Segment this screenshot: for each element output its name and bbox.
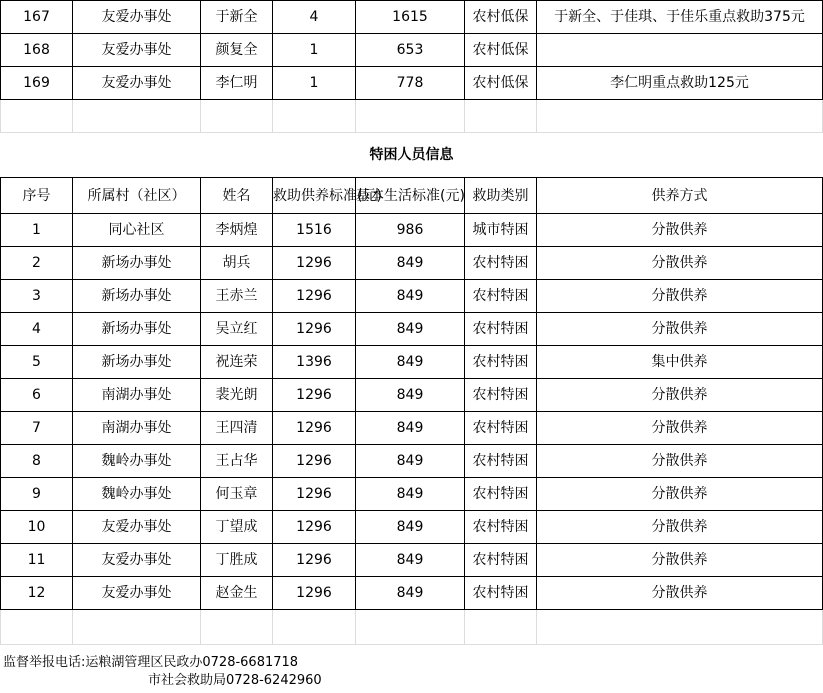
table-row <box>1 34 823 67</box>
header-no: 序号 <box>1 178 73 214</box>
cell-name: 王赤兰 <box>201 280 273 313</box>
blank-row <box>1 100 823 133</box>
cell-people: 1 <box>273 34 356 67</box>
cell-basic: 849 <box>356 280 465 313</box>
cell-basic: 986 <box>356 214 465 247</box>
header-mode: 供养方式 <box>537 178 823 214</box>
table-row <box>1 478 823 511</box>
cell-type: 农村特困 <box>465 577 537 610</box>
cell-no: 169 <box>1 67 73 100</box>
cell-village: 友爱办事处 <box>73 67 201 100</box>
table-row <box>1 214 823 247</box>
cell-basic: 849 <box>356 511 465 544</box>
cell-note: 于新全、于佳琪、于佳乐重点救助375元 <box>537 1 823 34</box>
cell-no: 168 <box>1 34 73 67</box>
cell-village: 魏岭办事处 <box>73 478 201 511</box>
section-title-row <box>1 133 823 178</box>
cell-village: 南湖办事处 <box>73 379 201 412</box>
section-title: 特困人员信息 <box>1 133 823 178</box>
table-row <box>1 67 823 100</box>
cell-basic: 849 <box>356 577 465 610</box>
cell-support: 1296 <box>273 544 356 577</box>
header-support-std: 救助供养标准(元) <box>273 178 356 214</box>
cell-mode: 分散供养 <box>537 544 823 577</box>
header-name: 姓名 <box>201 178 273 214</box>
table-row <box>1 511 823 544</box>
cell-name: 王占华 <box>201 445 273 478</box>
table-row <box>1 247 823 280</box>
header-village: 所属村（社区） <box>73 178 201 214</box>
header-row <box>1 178 823 214</box>
cell-type: 农村特困 <box>465 511 537 544</box>
cell-amount: 778 <box>356 67 465 100</box>
cell-name: 胡兵 <box>201 247 273 280</box>
cell-village: 友爱办事处 <box>73 1 201 34</box>
cell-basic: 849 <box>356 445 465 478</box>
cell-support: 1296 <box>273 247 356 280</box>
cell-mode: 集中供养 <box>537 346 823 379</box>
cell-village: 同心社区 <box>73 214 201 247</box>
cell-type: 农村低保 <box>465 34 537 67</box>
cell-name: 丁望成 <box>201 511 273 544</box>
cell-people: 1 <box>273 67 356 100</box>
table-row <box>1 313 823 346</box>
cell-name: 李仁明 <box>201 67 273 100</box>
cell-type: 农村特困 <box>465 412 537 445</box>
cell-support: 1296 <box>273 313 356 346</box>
cell-type: 农村低保 <box>465 1 537 34</box>
table-row <box>1 280 823 313</box>
cell-no: 7 <box>1 412 73 445</box>
cell-support: 1296 <box>273 280 356 313</box>
cell-mode: 分散供养 <box>537 214 823 247</box>
table-row <box>1 412 823 445</box>
cell-support: 1296 <box>273 445 356 478</box>
cell-basic: 849 <box>356 412 465 445</box>
footer-line-1: 监督举报电话:运粮湖管理区民政办0728-6681718 <box>3 655 299 670</box>
cell-type: 农村特困 <box>465 445 537 478</box>
cell-no: 167 <box>1 1 73 34</box>
cell-village: 友爱办事处 <box>73 511 201 544</box>
cell-name: 于新全 <box>201 1 273 34</box>
cell-support: 1296 <box>273 511 356 544</box>
cell-village: 友爱办事处 <box>73 34 201 67</box>
header-basic-std: 基本生活标准(元) <box>356 178 465 214</box>
cell-support: 1296 <box>273 577 356 610</box>
cell-no: 8 <box>1 445 73 478</box>
cell-village: 新场办事处 <box>73 247 201 280</box>
cell-no: 2 <box>1 247 73 280</box>
cell-type: 农村特困 <box>465 280 537 313</box>
cell-type: 农村特困 <box>465 247 537 280</box>
cell-basic: 849 <box>356 379 465 412</box>
cell-name: 何玉章 <box>201 478 273 511</box>
cell-no: 3 <box>1 280 73 313</box>
cell-no: 1 <box>1 214 73 247</box>
cell-no: 6 <box>1 379 73 412</box>
cell-support: 1296 <box>273 379 356 412</box>
cell-type: 农村特困 <box>465 313 537 346</box>
cell-type: 农村特困 <box>465 346 537 379</box>
cell-village: 新场办事处 <box>73 280 201 313</box>
cell-people: 4 <box>273 1 356 34</box>
cell-mode: 分散供养 <box>537 478 823 511</box>
table-row <box>1 577 823 610</box>
cell-basic: 849 <box>356 247 465 280</box>
cell-name: 祝连荣 <box>201 346 273 379</box>
cell-mode: 分散供养 <box>537 412 823 445</box>
blank-row <box>1 610 823 645</box>
cell-village: 友爱办事处 <box>73 544 201 577</box>
cell-amount: 653 <box>356 34 465 67</box>
cell-name: 王四清 <box>201 412 273 445</box>
cell-village: 南湖办事处 <box>73 412 201 445</box>
table-row <box>1 445 823 478</box>
cell-mode: 分散供养 <box>537 379 823 412</box>
cell-type: 城市特困 <box>465 214 537 247</box>
footer-line-2: 市社会救助局0728-6242960 <box>148 673 322 688</box>
cell-name: 丁胜成 <box>201 544 273 577</box>
cell-mode: 分散供养 <box>537 511 823 544</box>
cell-mode: 分散供养 <box>537 577 823 610</box>
cell-no: 11 <box>1 544 73 577</box>
cell-name: 裴光朗 <box>201 379 273 412</box>
cell-village: 友爱办事处 <box>73 577 201 610</box>
cell-village: 新场办事处 <box>73 313 201 346</box>
cell-type: 农村特困 <box>465 544 537 577</box>
cell-basic: 849 <box>356 478 465 511</box>
cell-village: 魏岭办事处 <box>73 445 201 478</box>
cell-note: 李仁明重点救助125元 <box>537 67 823 100</box>
cell-mode: 分散供养 <box>537 247 823 280</box>
cell-support: 1516 <box>273 214 356 247</box>
cell-no: 4 <box>1 313 73 346</box>
cell-mode: 分散供养 <box>537 280 823 313</box>
footer-contact <box>3 654 803 690</box>
table-row <box>1 379 823 412</box>
cell-basic: 849 <box>356 544 465 577</box>
cell-mode: 分散供养 <box>537 313 823 346</box>
table-row <box>1 544 823 577</box>
cell-no: 10 <box>1 511 73 544</box>
cell-basic: 849 <box>356 346 465 379</box>
cell-support: 1296 <box>273 412 356 445</box>
cell-type: 农村低保 <box>465 67 537 100</box>
cell-support: 1396 <box>273 346 356 379</box>
cell-basic: 849 <box>356 313 465 346</box>
cell-name: 吴立红 <box>201 313 273 346</box>
cell-mode: 分散供养 <box>537 445 823 478</box>
cell-no: 12 <box>1 577 73 610</box>
cell-name: 赵金生 <box>201 577 273 610</box>
table-row <box>1 346 823 379</box>
cell-amount: 1615 <box>356 1 465 34</box>
cell-no: 9 <box>1 478 73 511</box>
table-row <box>1 1 823 34</box>
header-type: 救助类别 <box>465 178 537 214</box>
cell-type: 农村特困 <box>465 379 537 412</box>
cell-name: 颜复全 <box>201 34 273 67</box>
cell-type: 农村特困 <box>465 478 537 511</box>
cell-no: 5 <box>1 346 73 379</box>
cell-village: 新场办事处 <box>73 346 201 379</box>
cell-name: 李炳煌 <box>201 214 273 247</box>
cell-support: 1296 <box>273 478 356 511</box>
cell-note <box>537 34 823 67</box>
